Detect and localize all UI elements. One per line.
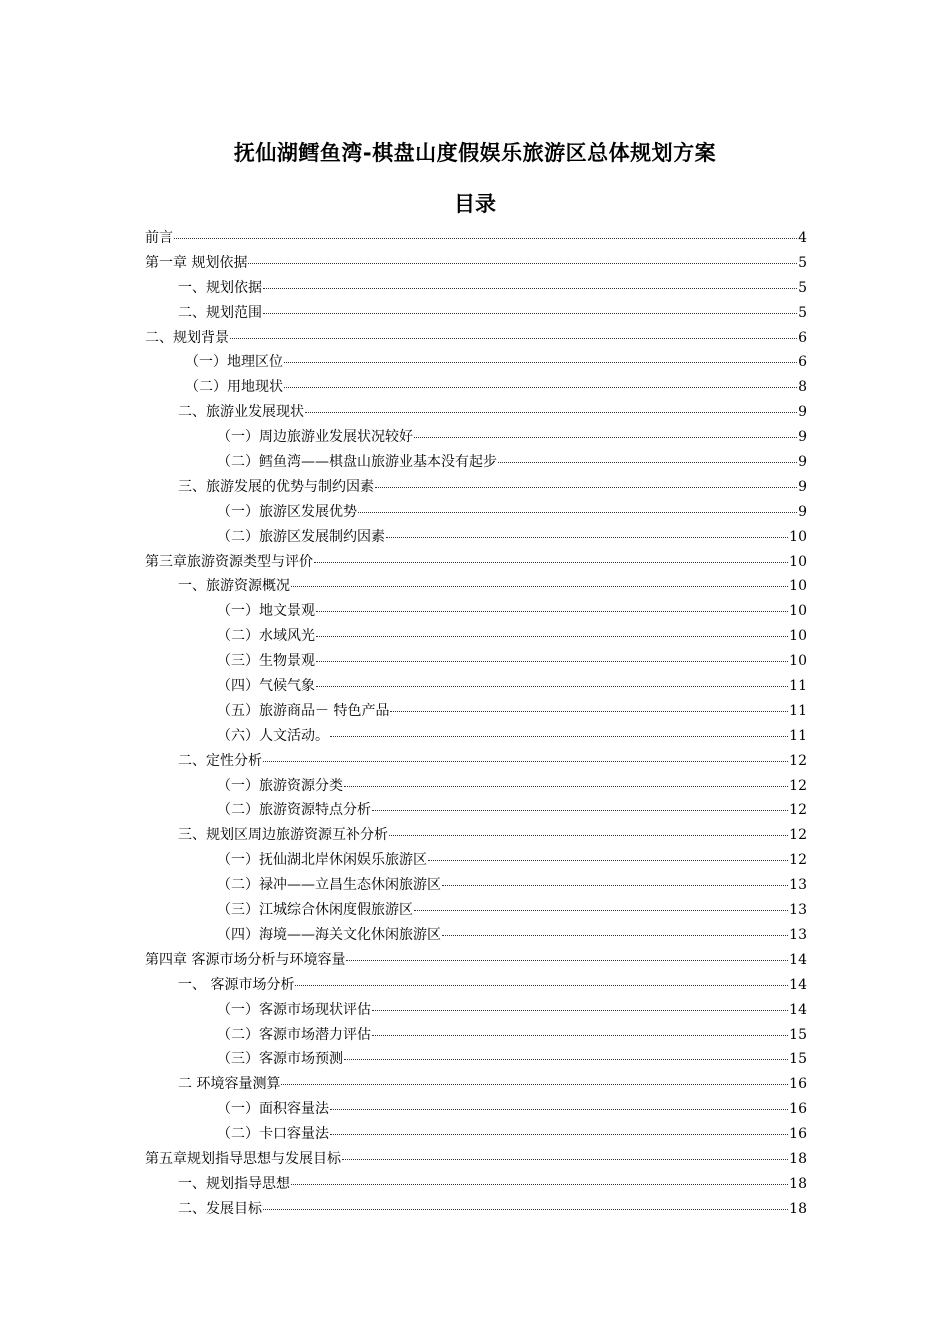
- toc-dot-leader: [390, 711, 788, 712]
- toc-entry-label: （一）地理区位: [185, 354, 283, 371]
- toc-entry[interactable]: [145, 326, 807, 351]
- toc-entry-label: （四）气候气象: [217, 678, 315, 695]
- toc-entry-label: 第四章 客源市场分析与环境容量: [145, 951, 346, 968]
- toc-entry[interactable]: [145, 948, 807, 973]
- toc-entry[interactable]: [145, 973, 807, 998]
- toc-entry-page-number: 10: [789, 628, 807, 645]
- toc-dot-leader: [174, 238, 797, 239]
- toc-entry-page-number: 9: [798, 404, 807, 421]
- toc-entry[interactable]: [145, 649, 807, 674]
- toc-dot-leader: [248, 263, 797, 264]
- toc-entry-page-number: 9: [798, 454, 807, 471]
- toc-entry[interactable]: [145, 1072, 807, 1097]
- toc-entry[interactable]: [145, 525, 807, 550]
- toc-dot-leader: [442, 935, 788, 936]
- toc-entry[interactable]: [145, 724, 807, 749]
- toc-entry[interactable]: [145, 1122, 807, 1147]
- toc-entry[interactable]: [145, 998, 807, 1023]
- toc-dot-leader: [263, 761, 788, 762]
- toc-entry-label: （六）人文活动。: [217, 727, 329, 744]
- toc-entry[interactable]: [145, 749, 807, 774]
- toc-entry-page-number: 12: [789, 802, 807, 819]
- toc-entry-label: 一、规划指导思想: [178, 1175, 290, 1192]
- toc-entry[interactable]: [145, 923, 807, 948]
- toc-entry-label: （二）客源市场潜力评估: [217, 1026, 371, 1043]
- toc-entry-label: （二）用地现状: [185, 379, 283, 396]
- toc-dot-leader: [330, 1134, 788, 1135]
- toc-entry-page-number: 16: [789, 1126, 807, 1143]
- toc-dot-leader: [316, 661, 788, 662]
- toc-entry-label: 三、规划区周边旅游资源互补分析: [178, 827, 388, 844]
- toc-entry[interactable]: [145, 1147, 807, 1172]
- toc-entry-page-number: 11: [789, 678, 807, 695]
- toc-entry-page-number: 15: [789, 1051, 807, 1068]
- toc-dot-leader: [295, 985, 788, 986]
- toc-dot-leader: [389, 835, 788, 836]
- toc-entry-label: （一）周边旅游业发展状况较好: [217, 429, 413, 446]
- toc-entry-label: （二）旅游区发展制约因素: [217, 528, 385, 545]
- toc-entry-label: （四）海境——海关文化休闲旅游区: [217, 926, 441, 943]
- toc-dot-leader: [414, 437, 797, 438]
- toc-dot-leader: [284, 362, 797, 363]
- toc-entry-page-number: 13: [789, 877, 807, 894]
- toc-entry-page-number: 11: [789, 727, 807, 744]
- toc-entry-label: （一）抚仙湖北岸休闲娱乐旅游区: [217, 852, 427, 869]
- toc-entry-label: 二、定性分析: [178, 752, 262, 769]
- toc-entry[interactable]: [145, 798, 807, 823]
- toc-entry[interactable]: [145, 599, 807, 624]
- toc-dot-leader: [284, 387, 797, 388]
- toc-dot-leader: [375, 487, 797, 488]
- toc-entry-label: （二）禄冲——立昌生态休闲旅游区: [217, 877, 441, 894]
- toc-entry-page-number: 16: [789, 1076, 807, 1093]
- toc-entry[interactable]: [145, 276, 807, 301]
- toc-entry-page-number: 5: [798, 254, 807, 271]
- toc-entry-page-number: 8: [798, 379, 807, 396]
- toc-dot-leader: [263, 313, 797, 314]
- toc-entry[interactable]: [145, 475, 807, 500]
- toc-entry-page-number: 14: [789, 1001, 807, 1018]
- toc-dot-leader: [230, 338, 797, 339]
- toc-dot-leader: [372, 1035, 788, 1036]
- toc-entry[interactable]: [145, 699, 807, 724]
- toc-entry[interactable]: [145, 500, 807, 525]
- toc-entry-label: 第三章旅游资源类型与评价: [145, 553, 313, 570]
- toc-entry-label: 前言: [145, 230, 173, 246]
- toc-entry[interactable]: [145, 848, 807, 873]
- toc-entry[interactable]: [145, 823, 807, 848]
- toc-entry-page-number: 10: [789, 553, 807, 570]
- toc-entry-page-number: 14: [789, 976, 807, 993]
- toc-entry-page-number: 5: [798, 304, 807, 321]
- toc-entry-page-number: 12: [789, 777, 807, 794]
- toc-entry-label: 第一章 规划依据: [145, 254, 248, 271]
- table-of-contents: [145, 226, 807, 1222]
- toc-entry-page-number: 6: [798, 354, 807, 371]
- toc-entry-page-number: 15: [789, 1026, 807, 1043]
- toc-entry-page-number: 11: [789, 702, 807, 719]
- toc-dot-leader: [316, 611, 788, 612]
- toc-entry-label: 一、 客源市场分析: [178, 976, 295, 993]
- toc-entry-page-number: 13: [789, 926, 807, 943]
- toc-dot-leader: [342, 1159, 788, 1160]
- toc-entry-label: （三）生物景观: [217, 653, 315, 670]
- toc-entry-label: （二）水域风光: [217, 628, 315, 645]
- toc-dot-leader: [386, 537, 788, 538]
- toc-entry[interactable]: [145, 350, 807, 375]
- toc-dot-leader: [316, 686, 788, 687]
- toc-entry-label: 三、旅游发展的优势与制约因素: [178, 478, 374, 495]
- toc-entry-label: 一、旅游资源概况: [178, 578, 290, 595]
- toc-entry-label: （一）旅游区发展优势: [217, 503, 357, 520]
- toc-dot-leader: [372, 810, 788, 811]
- toc-entry-page-number: 12: [789, 852, 807, 869]
- toc-entry-page-number: 10: [789, 603, 807, 620]
- toc-dot-leader: [344, 786, 788, 787]
- toc-entry-label: （三）客源市场预测: [217, 1051, 343, 1068]
- toc-dot-leader: [428, 860, 788, 861]
- toc-entry[interactable]: [145, 1097, 807, 1122]
- toc-dot-leader: [305, 412, 797, 413]
- toc-entry[interactable]: [145, 400, 807, 425]
- toc-entry-page-number: 6: [798, 329, 807, 346]
- toc-entry-page-number: 5: [798, 279, 807, 296]
- toc-entry-label: （二）卡口容量法: [217, 1126, 329, 1143]
- toc-dot-leader: [314, 562, 788, 563]
- toc-entry[interactable]: [145, 550, 807, 575]
- toc-entry-page-number: 12: [789, 827, 807, 844]
- toc-entry-label: 第五章规划指导思想与发展目标: [145, 1150, 341, 1167]
- toc-entry-label: 二、发展目标: [178, 1200, 262, 1217]
- toc-dot-leader: [372, 1010, 788, 1011]
- toc-entry-label: （一）面积容量法: [217, 1101, 329, 1118]
- toc-entry[interactable]: [145, 898, 807, 923]
- toc-entry[interactable]: [145, 1172, 807, 1197]
- toc-entry-page-number: 10: [789, 653, 807, 670]
- toc-dot-leader: [263, 288, 797, 289]
- toc-dot-leader: [344, 1059, 788, 1060]
- toc-entry-label: （二）旅游资源特点分析: [217, 802, 371, 819]
- toc-dot-leader: [291, 1184, 788, 1185]
- toc-entry-page-number: 18: [789, 1200, 807, 1217]
- toc-dot-leader: [358, 512, 797, 513]
- toc-entry-label: 二、规划范围: [178, 304, 262, 321]
- toc-entry-page-number: 9: [798, 503, 807, 520]
- toc-entry-label: 二、规划背景: [145, 329, 229, 346]
- toc-entry[interactable]: [145, 1197, 807, 1222]
- toc-dot-leader: [346, 960, 788, 961]
- toc-entry[interactable]: [145, 1023, 807, 1048]
- toc-entry-label: （三）江城综合休闲度假旅游区: [217, 902, 413, 919]
- toc-entry-label: （一）地文景观: [217, 603, 315, 620]
- toc-dot-leader: [414, 910, 788, 911]
- toc-entry-label: （二）鳕鱼湾——棋盘山旅游业基本没有起步: [217, 454, 497, 471]
- toc-dot-leader: [442, 885, 788, 886]
- toc-heading: 目录: [454, 192, 496, 216]
- toc-entry-label: 二 环境容量测算: [178, 1076, 281, 1093]
- toc-entry[interactable]: [145, 226, 807, 251]
- toc-entry-label: （一）旅游资源分类: [217, 777, 343, 794]
- toc-entry-page-number: 18: [789, 1150, 807, 1167]
- toc-entry[interactable]: [145, 375, 807, 400]
- toc-entry[interactable]: [145, 450, 807, 475]
- toc-entry[interactable]: [145, 301, 807, 326]
- toc-entry[interactable]: [145, 873, 807, 898]
- toc-entry-page-number: 13: [789, 902, 807, 919]
- toc-entry-page-number: 12: [789, 752, 807, 769]
- toc-entry-page-number: 16: [789, 1101, 807, 1118]
- toc-dot-leader: [281, 1084, 788, 1085]
- toc-entry-page-number: 9: [798, 478, 807, 495]
- toc-entry-page-number: 18: [789, 1175, 807, 1192]
- toc-entry[interactable]: [145, 425, 807, 450]
- toc-entry[interactable]: [145, 774, 807, 799]
- toc-dot-leader: [330, 1109, 788, 1110]
- toc-entry[interactable]: [145, 1047, 807, 1072]
- document-title: 抚仙湖鳕鱼湾-棋盘山度假娱乐旅游区总体规划方案: [233, 141, 717, 165]
- toc-entry-page-number: 4: [798, 230, 807, 246]
- toc-entry-page-number: 10: [789, 528, 807, 545]
- toc-entry-label: 二、旅游业发展现状: [178, 404, 304, 421]
- toc-entry[interactable]: [145, 574, 807, 599]
- toc-entry-page-number: 10: [789, 578, 807, 595]
- toc-dot-leader: [316, 636, 788, 637]
- toc-entry-page-number: 9: [798, 429, 807, 446]
- toc-entry[interactable]: [145, 624, 807, 649]
- toc-entry-label: （一）客源市场现状评估: [217, 1001, 371, 1018]
- toc-entry-page-number: 14: [789, 951, 807, 968]
- toc-entry[interactable]: [145, 251, 807, 276]
- toc-dot-leader: [330, 736, 788, 737]
- toc-entry-label: （五）旅游商品－ 特色产品: [217, 702, 390, 719]
- toc-dot-leader: [291, 586, 788, 587]
- toc-dot-leader: [498, 462, 797, 463]
- toc-dot-leader: [263, 1209, 788, 1210]
- toc-entry-label: 一、规划依据: [178, 279, 262, 296]
- toc-entry[interactable]: [145, 674, 807, 699]
